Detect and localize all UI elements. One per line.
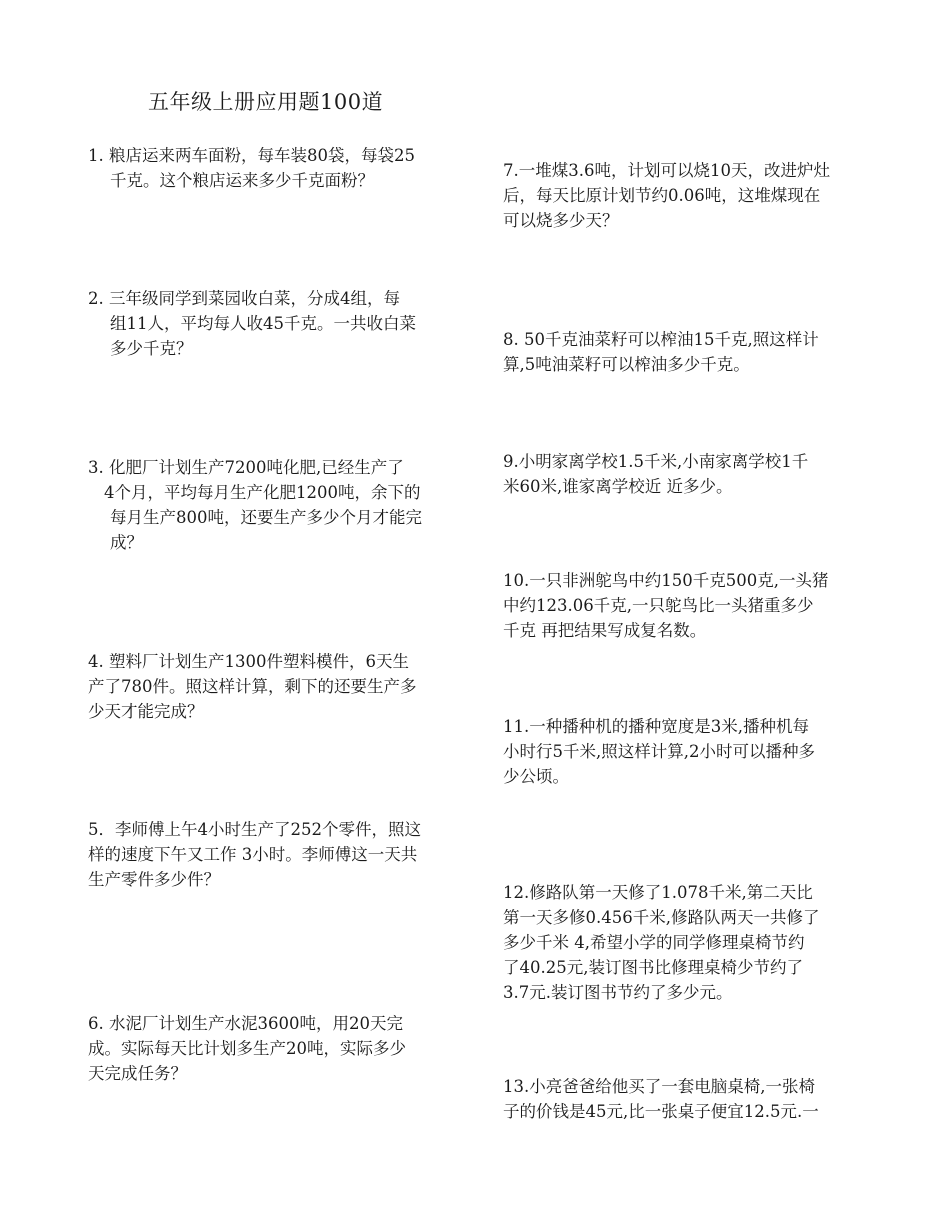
question-line: 每月生产800吨，还要生产多少个月才能完: [110, 508, 422, 527]
question-line: 10.一只非洲鸵鸟中约150千克500克,一头猪: [503, 571, 829, 590]
question-10: [503, 568, 868, 643]
question-line: 8. 50千克油菜籽可以榨油15千克,照这样计: [503, 330, 819, 349]
question-5: [88, 817, 453, 892]
question-line: 1. 粮店运来两车面粉，每车装80袋，每袋25: [88, 146, 415, 165]
question-line: 5．李师傅上午4小时生产了252个零件，照这: [88, 820, 421, 839]
question-line: 多少千米 4,希望小学的同学修理桌椅节约: [503, 933, 805, 952]
question-line: 12.修路队第一天修了1.078千米,第二天比: [503, 883, 813, 902]
question-line: 生产零件多少件？: [88, 870, 220, 889]
question-8: [503, 327, 868, 377]
question-4: [88, 649, 453, 724]
question-line: 小时行5千米,照这样计算,2小时可以播种多: [503, 742, 815, 761]
question-13: [503, 1074, 868, 1124]
question-line: 成？: [110, 533, 143, 552]
question-line: 中约123.06千克,一只鸵鸟比一头猪重多少: [503, 596, 814, 615]
question-line: 产了780件。照这样计算，剩下的还要生产多: [88, 677, 417, 696]
question-line: 11.一种播种机的播种宽度是3米,播种机每: [503, 717, 809, 736]
question-line: 天完成任务？: [88, 1064, 187, 1083]
question-line: 多少千克？: [110, 339, 193, 358]
question-line: 9.小明家离学校1.5千米,小南家离学校1千: [503, 452, 809, 471]
question-line: 后，每天比原计划节约0.06吨，这堆煤现在: [503, 186, 821, 205]
question-3: [88, 455, 453, 555]
question-line: 3.7元.装订图书节约了多少元。: [503, 983, 733, 1002]
question-line: 3. 化肥厂计划生产7200吨化肥,已经生产了: [88, 458, 404, 477]
question-line: 了40.25元,装订图书比修理桌椅少节约了: [503, 958, 803, 977]
question-1: [88, 143, 453, 193]
question-line: 第一天多修0.456千米,修路队两天一共修了: [503, 908, 820, 927]
question-line: 样的速度下午又工作 3小时。李师傅这一天共: [88, 845, 418, 864]
question-line: 算,5吨油菜籽可以榨油多少千克。: [503, 355, 750, 374]
question-line: 6. 水泥厂计划生产水泥3600吨，用20天完: [88, 1014, 403, 1033]
question-line: 子的价钱是45元,比一张桌子便宜12.5元.一: [503, 1102, 819, 1121]
question-line: 4. 塑料厂计划生产1300件塑料模件，6天生: [88, 652, 409, 671]
question-line: 少公顷。: [503, 767, 569, 786]
question-line: 组11人，平均每人收45千克。一共收白菜: [110, 314, 416, 333]
question-11: [503, 714, 868, 789]
question-line: 千克 再把结果写成复名数。: [503, 621, 707, 640]
question-12: [503, 880, 868, 1005]
question-9: [503, 449, 868, 499]
question-6: [88, 1011, 453, 1086]
question-line: 成。实际每天比计划多生产20吨，实际多少: [88, 1039, 406, 1058]
question-line: 7.一堆煤3.6吨，计划可以烧10天，改进炉灶: [503, 161, 830, 180]
question-line: 2. 三年级同学到菜园收白菜，分成4组，每: [88, 289, 400, 308]
question-line: 少天才能完成？: [88, 702, 204, 721]
question-7: [503, 158, 868, 233]
question-line: 千克。这个粮店运来多少千克面粉？: [110, 171, 374, 190]
page-title: 五年级上册应用题100道: [148, 90, 384, 114]
question-line: 可以烧多少天？: [503, 211, 619, 230]
question-2: [88, 286, 453, 361]
question-line: 4个月，平均每月生产化肥1200吨，余下的: [104, 483, 421, 502]
question-line: 13.小亮爸爸给他买了一套电脑桌椅,一张椅: [503, 1077, 815, 1096]
question-line: 米60米,谁家离学校近 近多少。: [503, 477, 733, 496]
